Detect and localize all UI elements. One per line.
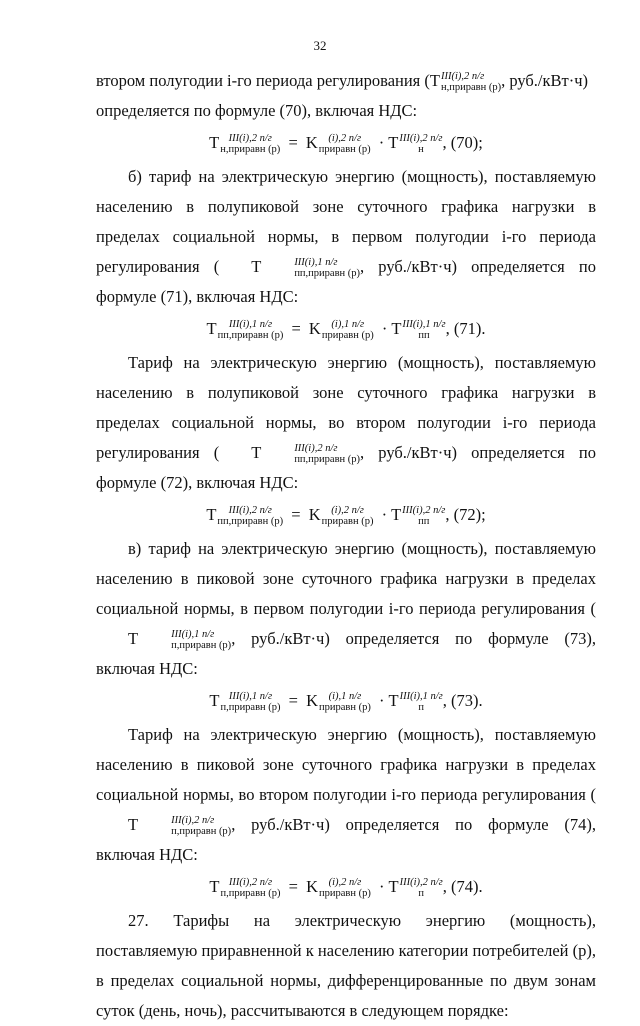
text-fragment: втором полугодии i-го периода регулирования ( (96, 71, 430, 90)
formula-70: T III(i),2 п/г н,приравн (р) = K (i),2 п/г приравн (р) · T III(i),2 п/г н , (70); (209, 133, 483, 156)
paragraph-item-27: 27. Тарифы на электрическую энергию (мощность), поставляемую приравненной к населению категории потребителей (р), в пределах социальной нормы, дифференцированные по двум зонам суток (день, ночь), рассчитываются в следующем порядке: (96, 911, 596, 1020)
formula-71: T III(i),1 п/г пп,приравн (р) = K (i),1 п/г приравн (р) · T III(i),1 п/г пп , (71). (206, 319, 486, 342)
formula-73: T III(i),1 п/г п,приравн (р) = K (i),1 п/г приравн (р) · T III(i),1 п/г п , (73). (209, 691, 483, 714)
paragraph-pp2: Тариф на электрическую энергию (мощность), поставляемую населению в полупиковой зоне суточного графика нагрузки в пределах социальной нормы, во втором полугодии i-го периода регулирования ( T III(i),2 п/г пп,приравн (р) , руб./кВт·ч) определяется по формуле (72), включая НДС: (96, 353, 596, 492)
paragraph-p2: Тариф на электрическую энергию (мощность), поставляемую населению в пиковой зоне суточного графика нагрузки в пределах социальной нормы, во втором полугодии i-го периода регулирования (T III(i),2 п/г п,приравн (р) , руб./кВт·ч) определяется по формуле (74), включая НДС: (96, 725, 596, 864)
formula-72: T III(i),2 п/г пп,приравн (р) = K (i),2 п/г приравн (р) · T III(i),2 п/г пп , (72); (206, 505, 486, 528)
paragraph-p1b: определяется по формуле (70), включая НДС: (96, 101, 418, 120)
paragraph-v: в) тариф на электрическую энергию (мощность), поставляемую населению в пиковой зоне суточного графика нагрузки в пределах социальной нормы, в первом полугодии i-го периода регулирования (T III(i),1 п/г п,приравн (р) , руб./кВт·ч) определяется по формуле (73), включая НДС: (96, 539, 596, 678)
formula-74: T III(i),2 п/г п,приравн (р) = K (i),2 п/г приравн (р) · T III(i),2 п/г п , (74). (209, 877, 483, 900)
text-fragment: , руб./кВт·ч) (501, 71, 589, 90)
document-body (96, 66, 596, 1026)
page-number: 32 (313, 38, 327, 53)
paragraph-b: б) тариф на электрическую энергию (мощность), поставляемую населению в полупиковой зоне суточного графика нагрузки в пределах социальной нормы, в первом полугодии i-го периода регулирования ( T III(i),1 п/г пп,приравн (р) , руб./кВт·ч) определяется по формуле (71), включая НДС: (96, 167, 596, 306)
paragraph-p1 (96, 66, 596, 96)
tariff-symbol: T III(i),2 п/г н,приравн (р) (429, 71, 502, 94)
